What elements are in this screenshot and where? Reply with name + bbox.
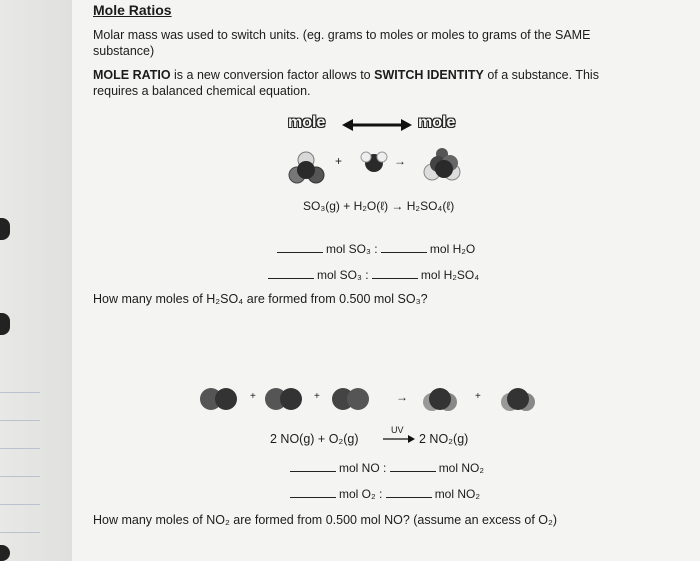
reaction2-plus: +	[314, 391, 320, 402]
question-1: How many moles of H₂SO₄ are formed from 0.500 mol SO₃?	[93, 292, 428, 306]
no2-molecule-icon	[501, 388, 535, 411]
intro-paragraph: Molar mass was used to switch units. (eg. grams to moles or moles to grams of the SAME substance)	[93, 28, 591, 58]
grid-line	[0, 420, 40, 421]
answer-blank[interactable]	[277, 252, 323, 253]
reaction-arrow-icon	[383, 434, 415, 444]
ratio-left: mol O₂ :	[339, 487, 383, 501]
double-arrow-icon	[342, 117, 412, 133]
no2-molecule-icon	[423, 388, 457, 411]
binder-edge	[0, 0, 72, 561]
ratio-right: mol H₂O	[429, 242, 476, 256]
reaction1-plus: +	[335, 154, 343, 168]
h2so4-molecule-icon	[424, 148, 460, 180]
no-molecule-icon	[200, 388, 237, 410]
ratio-right: mol H₂SO₄	[420, 268, 480, 282]
reaction2-equation-right: 2 NO₂(g)	[419, 432, 469, 446]
answer-blank[interactable]	[386, 497, 432, 498]
answer-blank[interactable]	[290, 497, 336, 498]
mole-ratio-emphasis: SWITCH IDENTITY	[374, 68, 484, 82]
page-title: Mole Ratios	[93, 2, 172, 18]
answer-blank[interactable]	[390, 471, 436, 472]
reaction1-ratio-2	[268, 268, 479, 282]
reaction2-ratio-2	[290, 487, 480, 501]
ratio-right: mol NO₂	[438, 461, 485, 475]
reaction1-equation: SO₃(g) + H₂O(ℓ) → H₂SO₄(ℓ)	[303, 199, 455, 213]
reaction2-molecule-models	[196, 380, 546, 418]
mole-ratio-paragraph	[93, 67, 613, 99]
binder-ring	[0, 313, 10, 335]
grid-line	[0, 532, 40, 533]
grid-line	[0, 448, 40, 449]
mole-ratio-term: MOLE RATIO	[93, 68, 171, 82]
mole-ratio-text-b: of a substance. This requires a balanced chemical equation.	[93, 68, 599, 98]
reaction1-molecule-models	[286, 144, 476, 190]
uv-label: UV	[391, 425, 404, 435]
h2o-molecule-icon	[361, 152, 387, 172]
answer-blank[interactable]	[268, 278, 314, 279]
reaction1-ratio-1	[277, 242, 475, 256]
ratio-left: mol SO₃ :	[317, 268, 369, 282]
reaction2-plus: +	[250, 391, 256, 402]
grid-line	[0, 504, 40, 505]
grid-line	[0, 476, 40, 477]
ratio-left: mol NO :	[339, 461, 387, 475]
answer-blank[interactable]	[381, 252, 427, 253]
binder-ring	[0, 218, 10, 240]
reaction1-arrow: →	[394, 154, 406, 168]
o2-molecule-icon	[332, 388, 369, 410]
ratio-right: mol NO₂	[434, 487, 481, 501]
reaction2-ratio-1	[290, 461, 484, 475]
answer-blank[interactable]	[290, 471, 336, 472]
mole-label-left: mole	[288, 114, 326, 131]
ratio-left: mol SO₃ :	[326, 242, 378, 256]
reaction2-arrow: →	[396, 390, 408, 404]
mole-ratio-text-a: is a new conversion factor allows to	[170, 68, 375, 82]
reaction2-equation-left: 2 NO(g) + O₂(g)	[270, 432, 359, 446]
reaction2-plus: +	[475, 391, 481, 402]
mole-label-right: mole	[418, 114, 456, 131]
no-molecule-icon	[265, 388, 302, 410]
binder-ring	[0, 545, 10, 561]
grid-line	[0, 392, 40, 393]
answer-blank[interactable]	[372, 278, 418, 279]
question-2: How many moles of NO₂ are formed from 0.500 mol NO? (assume an excess of O₂)	[93, 513, 558, 527]
so3-molecule-icon	[289, 152, 324, 183]
